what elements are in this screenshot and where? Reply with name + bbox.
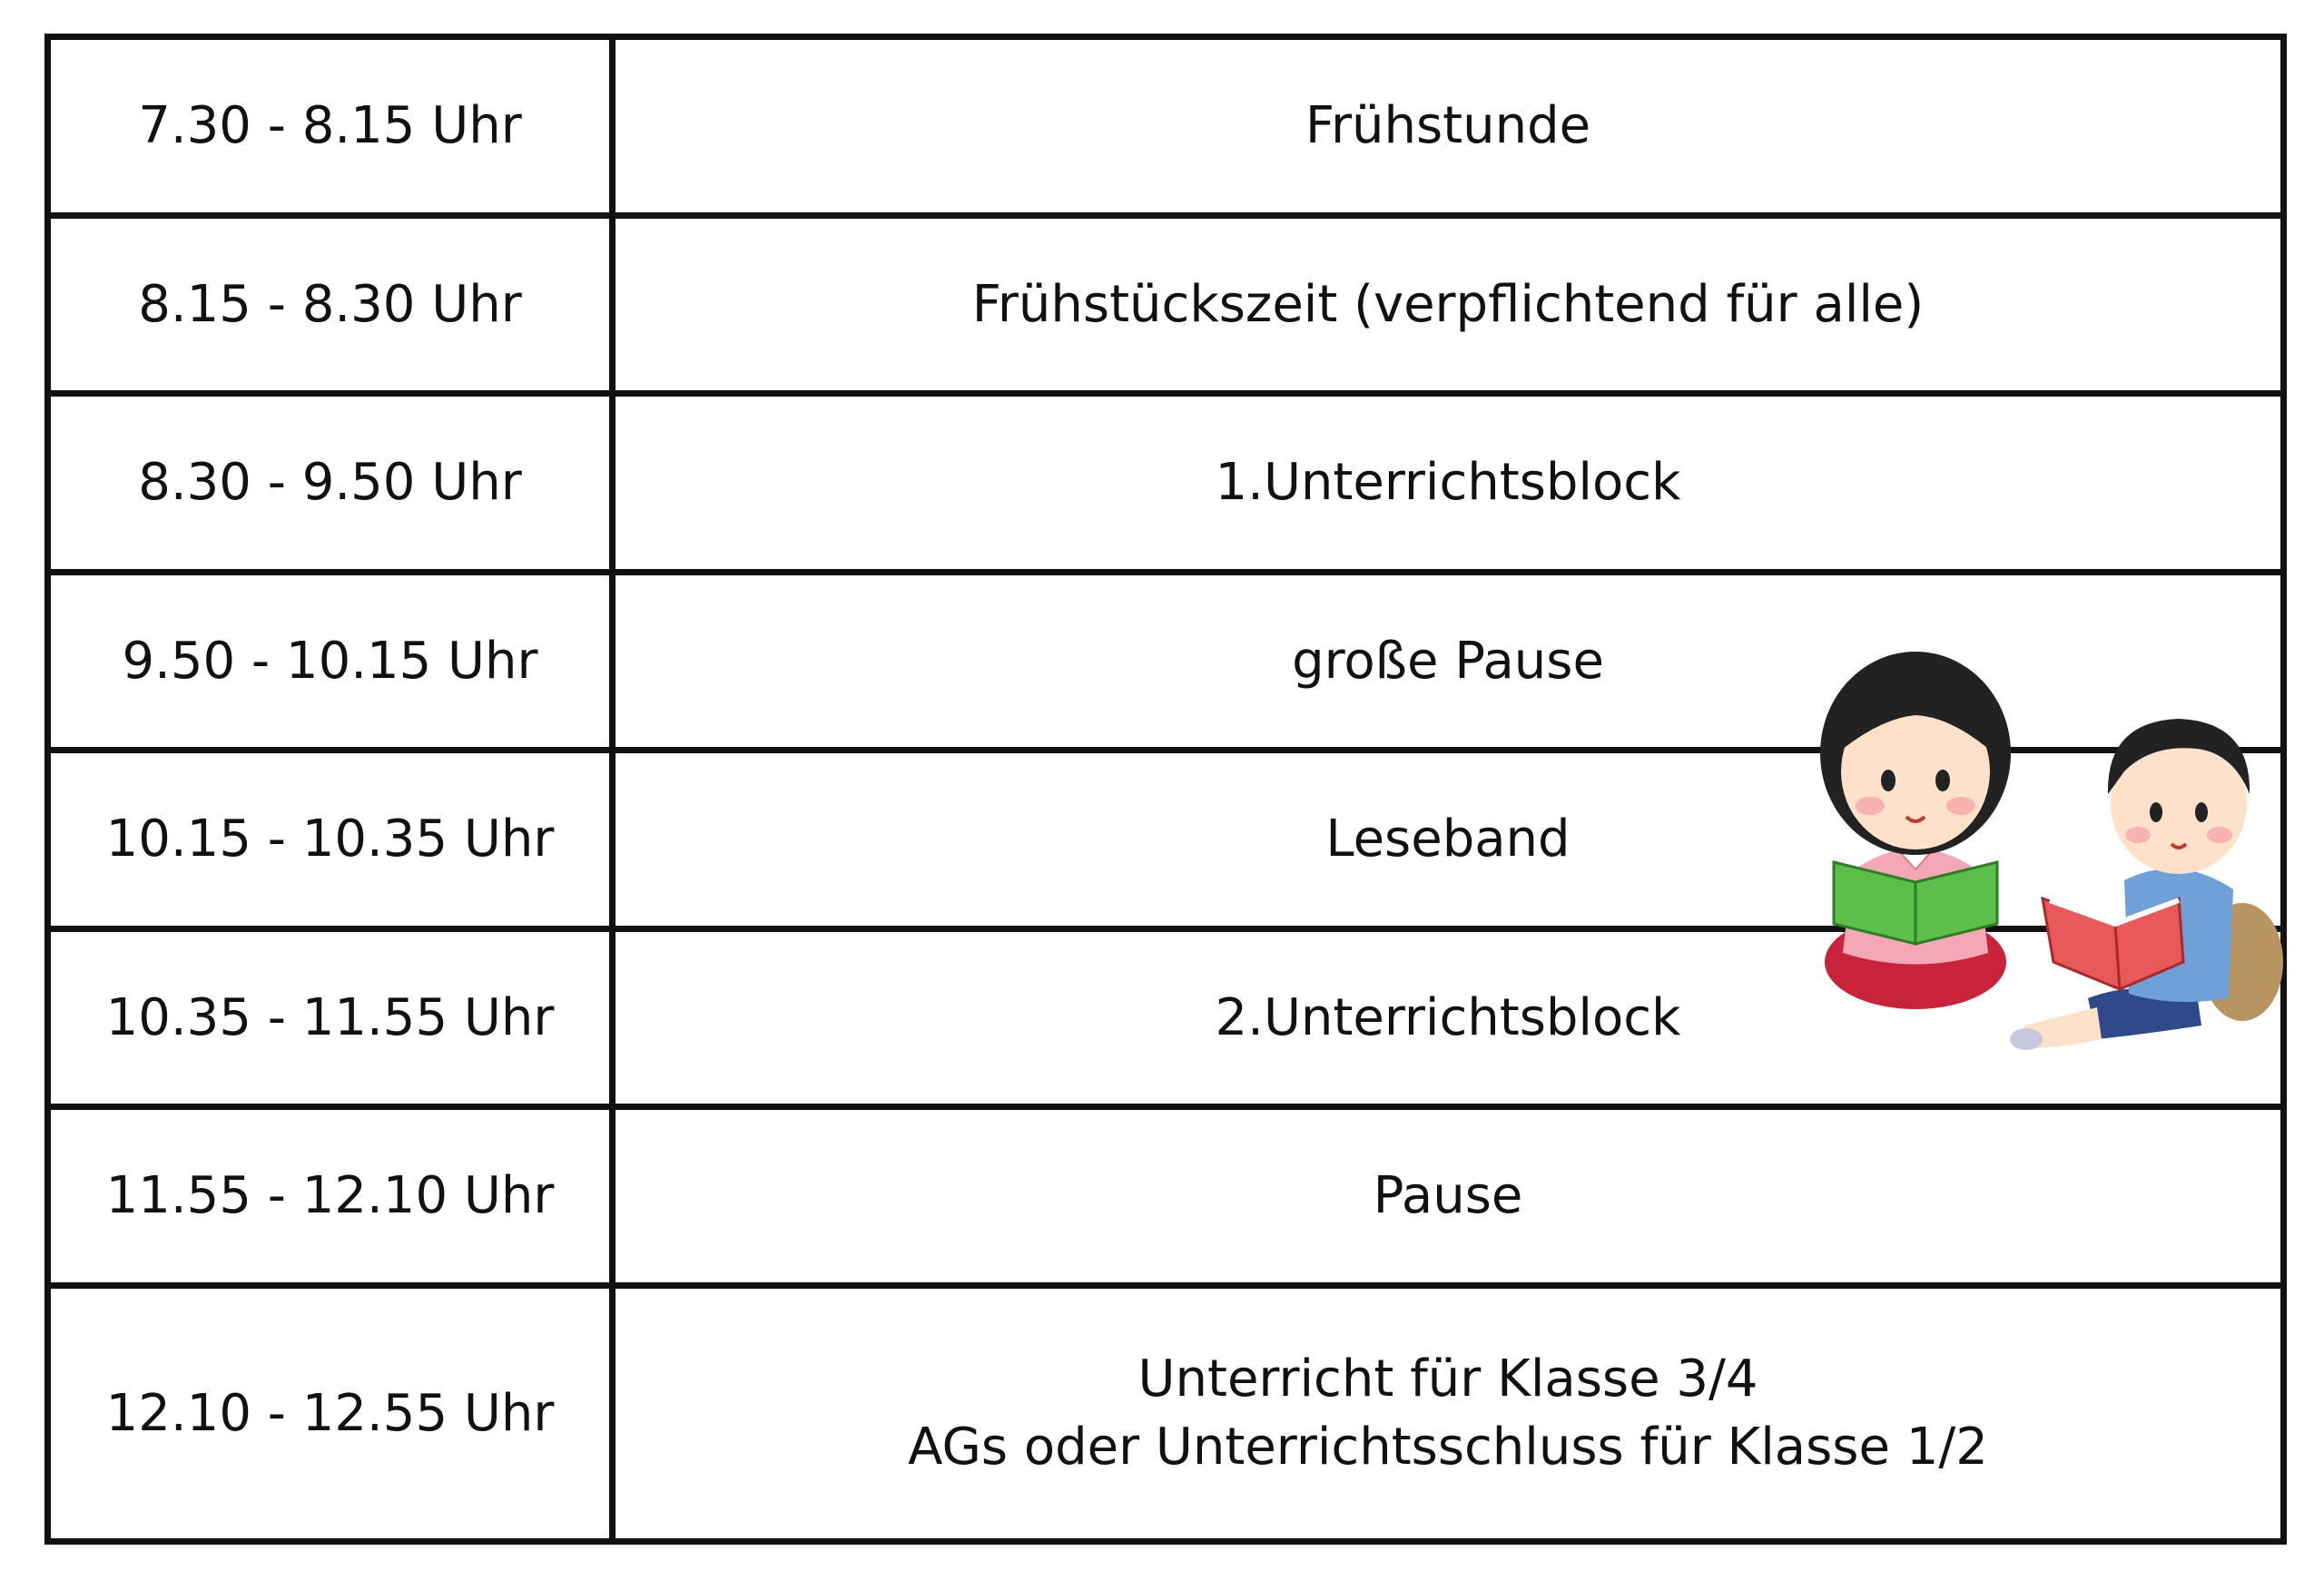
time-cell: 9.50 - 10.15 Uhr	[51, 575, 615, 754]
time-cell: 11.55 - 12.10 Uhr	[51, 1110, 615, 1289]
girl-eye-left	[1881, 770, 1896, 791]
time-cell: 8.30 - 9.50 Uhr	[51, 397, 615, 575]
activity-cell: große Pause	[615, 575, 2280, 754]
boy-figure	[2010, 719, 2283, 1050]
girl-eye-right	[1935, 770, 1950, 791]
activity-line-1: Unterricht für Klasse 3/4	[1137, 1349, 1758, 1408]
time-cell: 10.15 - 10.35 Uhr	[51, 753, 615, 932]
activity-cell	[615, 1289, 2280, 1538]
boy-sock	[2010, 1028, 2043, 1050]
activity-cell: Frühstückszeit (verpflichtend für alle)	[615, 219, 2280, 398]
time-cell: 12.10 - 12.55 Uhr	[51, 1289, 615, 1538]
activity-cell: 1.Unterrichtsblock	[615, 397, 2280, 575]
time-cell: 8.15 - 8.30 Uhr	[51, 219, 615, 398]
boy-cheek-left	[2125, 827, 2151, 843]
activity-two-line	[908, 1345, 1988, 1482]
activity-cell: Frühstunde	[615, 40, 2280, 219]
activity-cell: 2.Unterrichtsblock	[615, 932, 2280, 1111]
girl-cheek-right	[1946, 797, 1975, 815]
boy-eye-right	[2195, 802, 2208, 822]
time-cell: 7.30 - 8.15 Uhr	[51, 40, 615, 219]
children-reading-illustration	[1816, 635, 2288, 1071]
activity-cell: Leseband	[615, 753, 2280, 932]
activity-line-2: AGs oder Unterrichtsschluss für Klasse 1/2	[908, 1418, 1988, 1477]
boy-cheek-right	[2207, 827, 2232, 843]
boy-eye-left	[2150, 802, 2162, 822]
girl-cheek-left	[1856, 797, 1885, 815]
time-cell: 10.35 - 11.55 Uhr	[51, 932, 615, 1111]
girl-figure	[1820, 652, 2011, 1009]
activity-cell: Pause	[615, 1110, 2280, 1289]
